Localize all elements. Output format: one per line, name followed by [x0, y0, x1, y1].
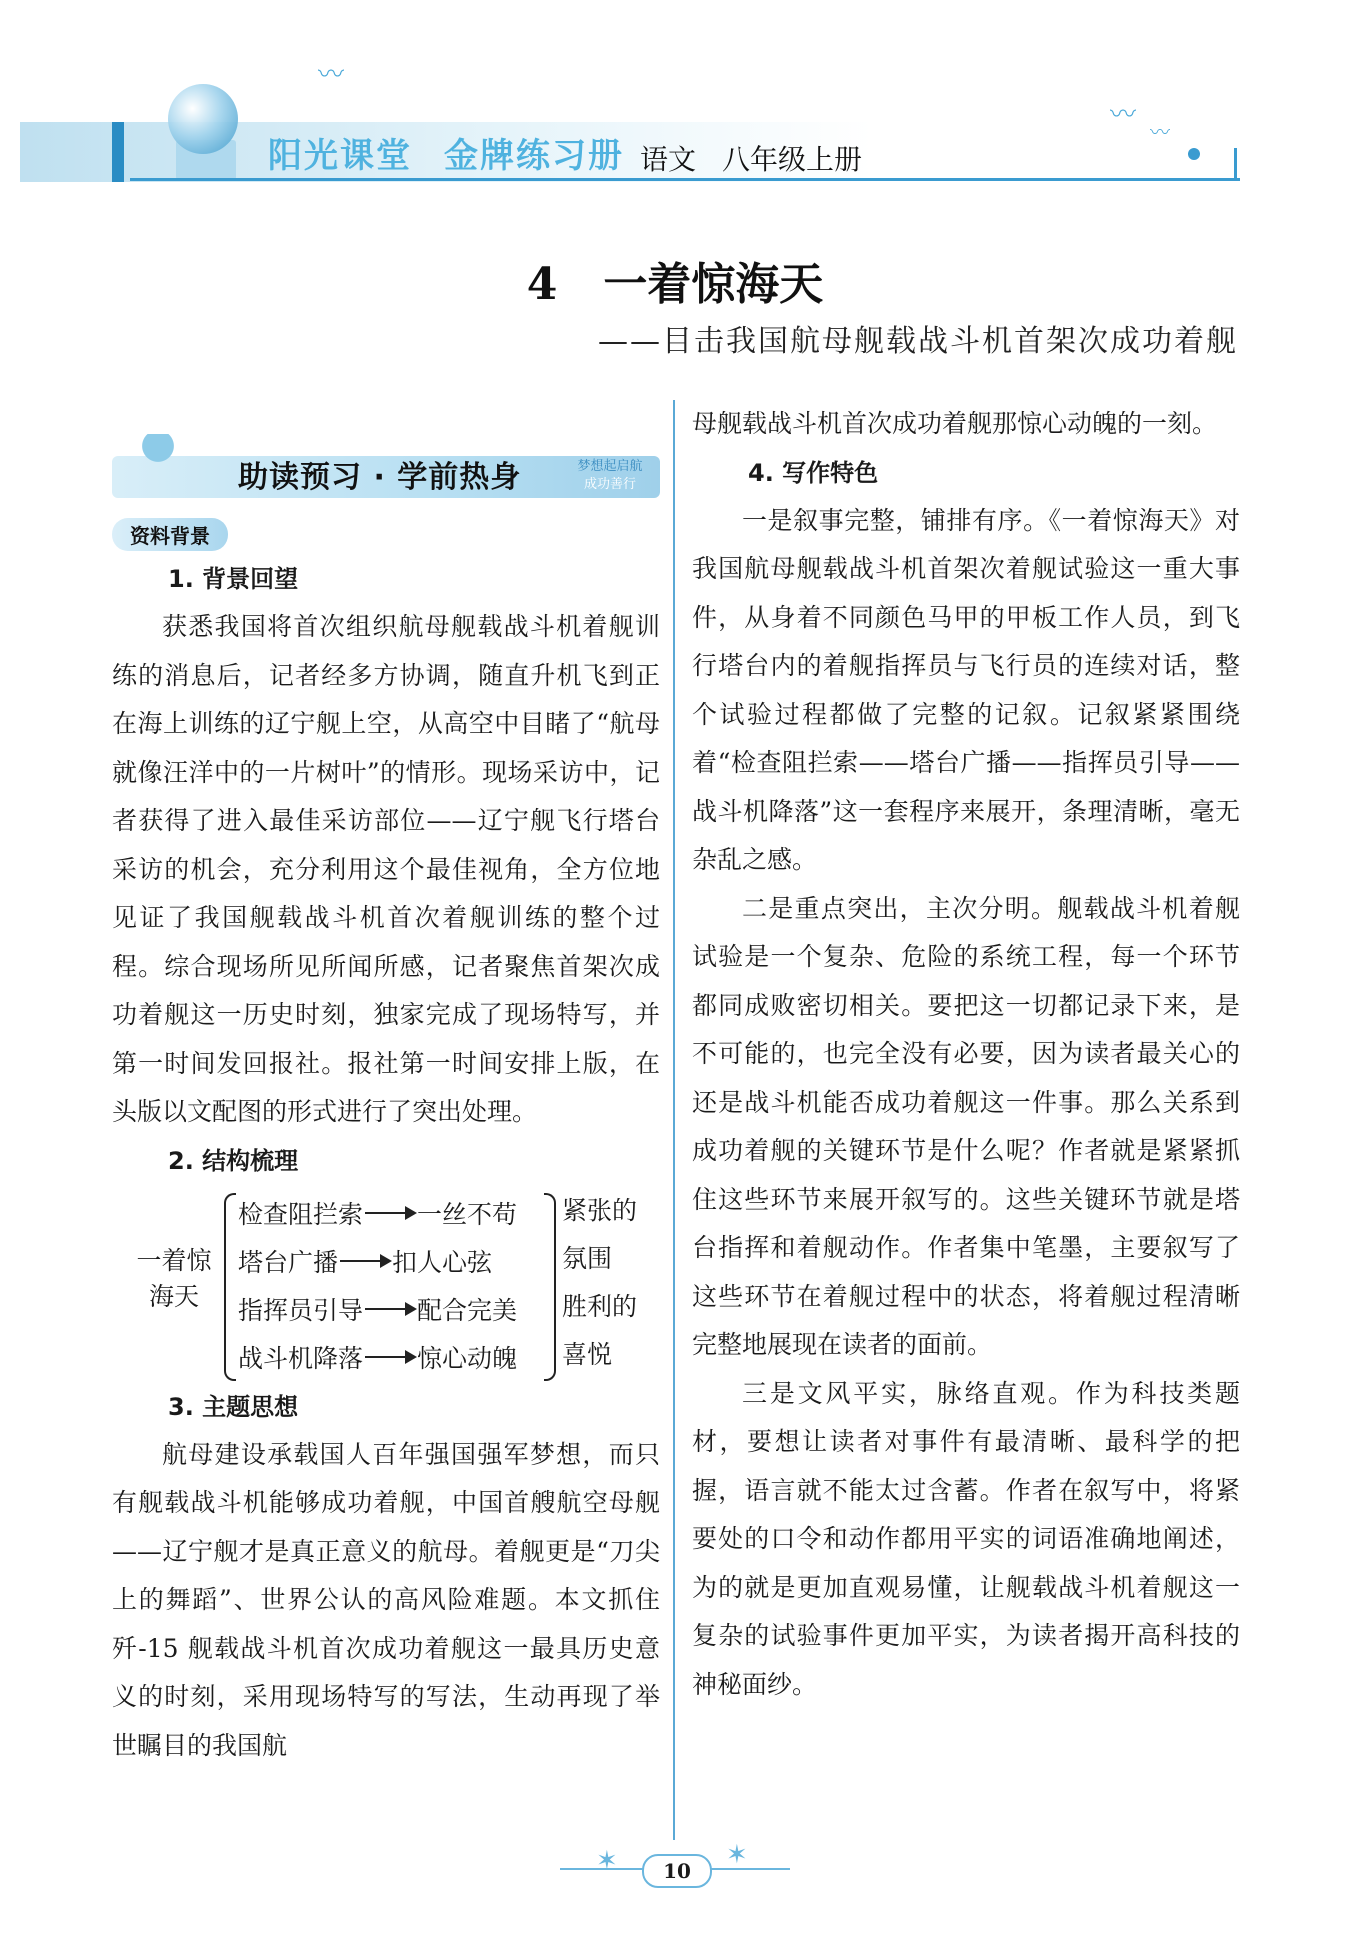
structure-result: 一丝不苟 [417, 1199, 518, 1229]
structure-step: 战斗机降落 [238, 1343, 364, 1373]
left-brace [224, 1193, 236, 1381]
background-tag: 资料背景 [112, 518, 228, 551]
structure-result: 扣人心弦 [392, 1247, 493, 1277]
globe-icon [168, 84, 238, 154]
structure-diagram [112, 1187, 660, 1383]
structure-mood: 氛围 [562, 1243, 613, 1273]
paragraph-feature-1: 一是叙事完整，铺排有序。《一着惊海天》对我国航母舰载战斗机首架次着舰试验这一重大事件，从身着不同颜色马甲的甲板工作人员，到飞行塔台内的着舰指挥员与飞行员的连续对话，整个试验过程都做了完整的记叙。记叙紧紧围绕着“检查阻拦索——塔台广播——指挥员引导——战斗机降落”这一套程序来展开，条理清晰，毫无杂乱之感。 [692, 505, 1240, 874]
structure-result: 惊心动魄 [417, 1343, 518, 1373]
right-column [692, 400, 1240, 1709]
subject-label: 语文 [640, 143, 697, 176]
column-divider [673, 400, 675, 1840]
paragraph-background: 获悉我国将首次组织航母舰载战斗机着舰训练的消息后，记者经多方协调，随直升机飞到正在海上训练的辽宁舰上空，从高空中目睹了“航母就像汪洋中的一片树叶”的情形。现场采访中，记者获得了进入最佳采访部位——辽宁舰飞行塔台采访的机会，充分利用这个最佳视角，全方位地见证了我国舰载战斗机首次着舰训练的整个过程。综合现场所见所闻所感，记者聚焦首架次成功着舰这一历史时刻，独家完成了现场特写，并第一时间发回报社。报社第一时间安排上版，在头版以文配图的形式进行了突出处理。 [112, 612, 660, 1126]
structure-mood: 喜悦 [562, 1339, 613, 1369]
subject-grade [640, 138, 888, 178]
header-accent-bar [112, 122, 124, 182]
lesson-title [0, 248, 1350, 312]
section-banner [112, 428, 660, 506]
structure-step: 检查阻拦索 [238, 1199, 364, 1229]
paragraph-theme: 航母建设承载国人百年强国强军梦想，而只有舰载战斗机能够成功着舰，中国首艘航空母舰——辽宁舰才是真正意义的航母。着舰更是“刀尖上的舞蹈”、世界公认的高风险难题。本文抓住歼-15 舰载战斗机首次成功着舰这一最具历史意义的时刻，采用现场特写的写法，生动再现了举世瞩目的我国航 [112, 1439, 660, 1760]
structure-mood: 胜利的 [562, 1291, 638, 1321]
structure-root-line-1: 一着惊 [136, 1245, 212, 1275]
section-motto [562, 458, 658, 494]
lesson-number: 4 [526, 259, 558, 310]
structure-mood: 紧张的 [562, 1195, 638, 1225]
page-header [0, 0, 1350, 200]
bird-icon: 〰 [1150, 120, 1170, 144]
paragraph-feature-2: 二是重点突出，主次分明。舰载战斗机着舰试验是一个复杂、危险的系统工程，每一个环节都同成败密切相关。要把这一切都记录下来，是不可能的，也完全没有必要，因为读者最关心的还是战斗机能否成功着舰这一件事。那么关系到成功着舰的关键环节是什么呢？作者就是紧紧抓住这些环节来展开叙写的。这些关键环节就是塔台指挥和着舰动作。作者集中笔墨，主要叙写了这些环节在着舰过程中的状态，将着舰过程清晰完整地展现在读者的面前。 [692, 893, 1240, 1359]
structure-step: 塔台广播 [238, 1247, 339, 1277]
structure-row [238, 1287, 517, 1331]
structure-step: 指挥员引导 [238, 1295, 364, 1325]
structure-row [238, 1335, 517, 1379]
heading-structure: 2. 结构梳理 [168, 1146, 299, 1175]
arrow-right-icon [365, 1212, 415, 1214]
palm-tree-icon: ✶ [596, 1846, 618, 1876]
structure-root [132, 1243, 216, 1315]
structure-row [238, 1191, 517, 1235]
paragraph-feature-3: 三是文风平实，脉络直观。作为科技类题材，要想让读者对事件有最清晰、最科学的把握，语言就不能太过含蓄。作者在叙写中，将紧要处的口令和动作都用平实的词语准确地阐述，为的就是更加直观易懂，让舰载战斗机着舰这一复杂的试验事件更加平实，为读者揭开高科技的神秘面纱。 [692, 1378, 1240, 1699]
palm-tree-icon: ✶ [726, 1840, 748, 1870]
paragraph-theme-continued: 母舰载战斗机首次成功着舰那惊心动魄的一刻。 [692, 409, 1218, 438]
bird-icon: 〰 [1110, 100, 1137, 130]
heading-theme: 3. 主题思想 [168, 1392, 299, 1421]
left-column [112, 420, 660, 1770]
structure-row [238, 1239, 492, 1283]
header-dot-icon [1188, 148, 1200, 160]
brand-name-2: 金牌练习册 [444, 136, 624, 176]
lesson-subtitle: ——目击我国航母舰载战斗机首架次成功着舰 [598, 324, 1238, 359]
motto-line-1: 梦想起启航 [577, 459, 643, 474]
structure-root-line-2: 海天 [148, 1281, 199, 1311]
arrow-right-icon [365, 1308, 415, 1310]
structure-result: 配合完美 [417, 1295, 518, 1325]
brand-name-1: 阳光课堂 [268, 136, 412, 176]
series-brand [268, 128, 656, 177]
arrow-right-icon [340, 1260, 390, 1262]
header-rule [130, 178, 1240, 181]
heading-background-review: 1. 背景回望 [168, 565, 299, 593]
arrow-right-icon [365, 1356, 415, 1358]
header-rule-end [1234, 148, 1237, 181]
heading-writing-features: 4. 写作特色 [748, 458, 879, 487]
bird-icon: 〰 [318, 60, 345, 90]
plant-icon [138, 434, 178, 494]
grade-label: 八年级上册 [722, 143, 863, 176]
motto-line-2: 成功善行 [583, 477, 636, 492]
right-brace [544, 1193, 556, 1381]
lesson-title-text: 一着惊海天 [603, 259, 824, 310]
section-title: 助读预习 · 学前热身 [238, 460, 522, 495]
page-number: 10 [642, 1854, 712, 1888]
